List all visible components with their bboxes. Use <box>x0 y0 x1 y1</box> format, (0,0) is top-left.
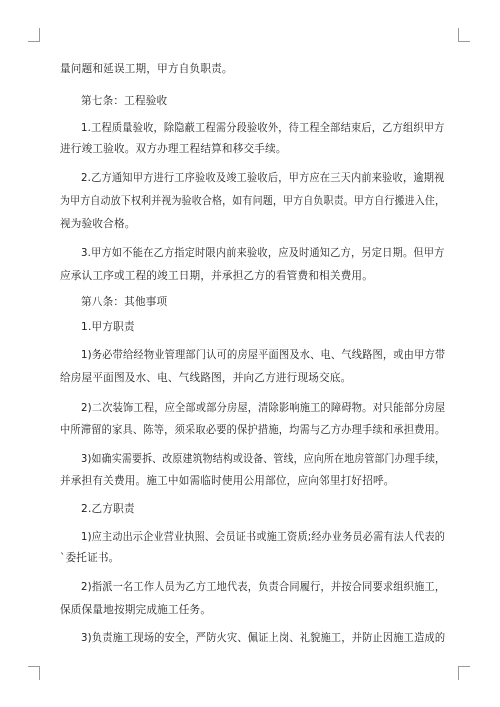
text-line: 1)务必带给经物业管理部门认可的房屋平面图及水、电、气线路图，或由甲方带 <box>81 349 446 361</box>
text-line: 1.工程质量验收，除隐蔽工程需分段验收外，待工程全部结束后，乙方组织甲方 <box>81 122 445 134</box>
text-line: 3)如确实需要拆、改原建筑物结构或设备、管线，应向所在地房管部门办理手续， <box>81 453 446 465</box>
crop-mark-top-left <box>39 28 40 42</box>
text-line: 中所滞留的家具、陈等，须采取必要的保护措施，均需与乙方办理手续和承担费用。 <box>60 424 446 436</box>
text-line: 为甲方自动放下权利并视为验收合格，如有问题，甲方自负职责。甲方自行搬进入住， <box>60 195 446 207</box>
section-heading: 第八条：其他事项 <box>81 296 168 308</box>
text-line: 量问题和延误工期，甲方自负职责。 <box>60 63 233 75</box>
crop-mark-bottom-left <box>39 666 40 680</box>
subsection-heading: 1.甲方职责 <box>81 321 135 333</box>
crop-mark-bottom-left <box>28 666 40 667</box>
crop-mark-top-right <box>458 28 459 42</box>
text-line: 给房屋平面图及水、电、气线路图，并向乙方进行现场交底。 <box>60 372 352 384</box>
crop-mark-top-right <box>458 41 470 42</box>
subsection-heading: 2.乙方职责 <box>81 503 135 515</box>
crop-mark-bottom-right <box>458 666 470 667</box>
text-line: 1)应主动出示企业营业执照、会员证书或施工资质;经办业务员必需有法人代表的 <box>81 531 446 543</box>
text-line: 保质保量地按期完成施工任务。 <box>60 604 212 616</box>
text-line: 应承认工序或工程的竣工日期，并承担乙方的看管费和相关费用。 <box>60 270 374 282</box>
text-line: `委托证书。 <box>60 552 120 564</box>
text-line: 2)指派一名工作人员为乙方工地代表，负责合同履行，并按合同要求组织施工， <box>81 581 446 593</box>
text-line: 2)二次装饰工程，应全部或部分房屋，清除影响施工的障碍物。对只能部分房屋 <box>81 402 446 414</box>
text-line: 3.甲方如不能在乙方指定时限内前来验收，应及时通知乙方，另定日期。但甲方 <box>81 247 445 259</box>
text-line: 视为验收合格。 <box>60 218 136 230</box>
text-line: 2.乙方通知甲方进行工序验收及竣工验收后，甲方应在三天内前来验收，逾期视 <box>81 172 445 184</box>
text-line: 进行竣工验收。双方办理工程结算和移交手续。 <box>60 143 287 155</box>
crop-mark-top-left <box>28 41 40 42</box>
section-heading: 第七条：工程验收 <box>81 95 168 107</box>
crop-mark-bottom-right <box>458 666 459 680</box>
text-line: 并承担有关费用。施工中如需临时使用公用部位，应向邻里打好招呼。 <box>60 475 395 487</box>
text-line: 3)负责施工现场的安全，严防火灾、佩证上岗、礼貌施工，并防止因施工造成的 <box>81 632 446 644</box>
